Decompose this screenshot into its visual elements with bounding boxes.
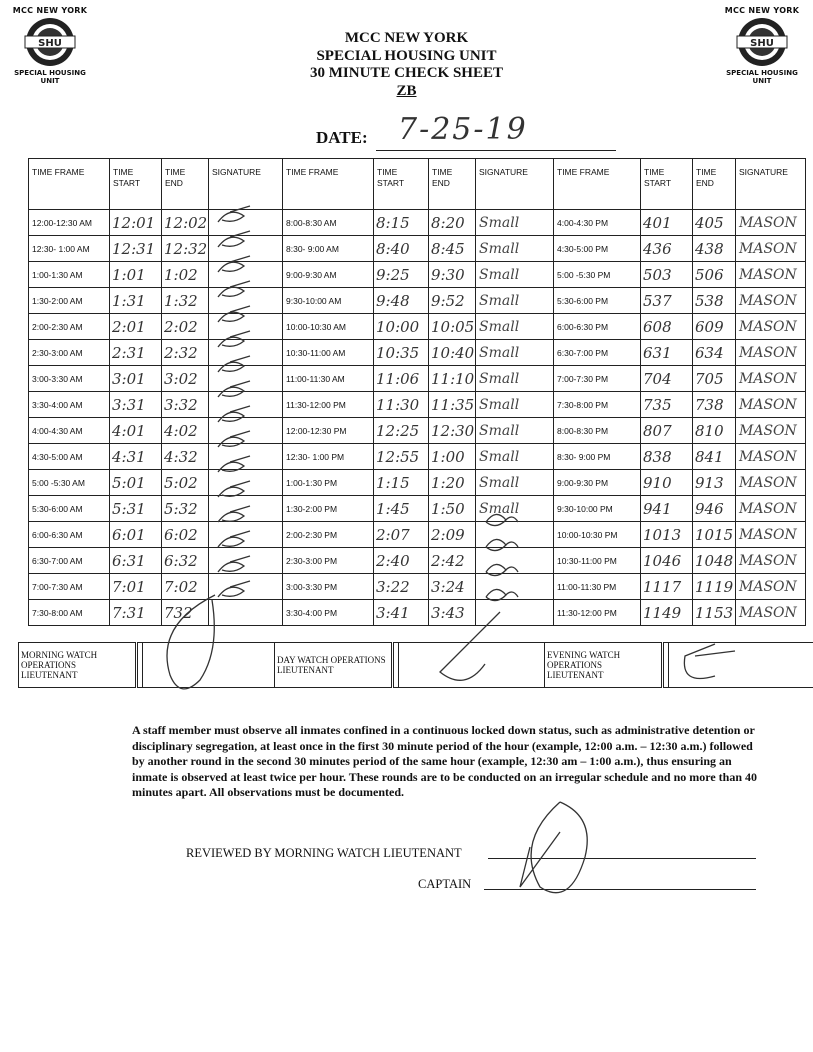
signature-cell[interactable]: MASON [736, 522, 806, 548]
time-end-cell[interactable]: 3:24 [429, 574, 476, 600]
time-end-cell[interactable]: 5:32 [162, 496, 209, 522]
date-label: DATE: [316, 128, 368, 147]
signature-cell[interactable] [209, 548, 283, 574]
time-start-cell[interactable]: 12:55 [374, 444, 429, 470]
time-start-cell[interactable]: 2:07 [374, 522, 429, 548]
time-frame-cell: 11:00-11:30 PM [554, 574, 641, 600]
signature-cell[interactable]: Small [476, 392, 554, 418]
signature-cell[interactable]: MASON [736, 574, 806, 600]
table-row [29, 340, 806, 366]
signature-cell[interactable] [209, 496, 283, 522]
time-frame-cell: 10:00-10:30 AM [283, 314, 374, 340]
time-end-cell[interactable]: 1:20 [429, 470, 476, 496]
time-frame-cell: 9:00-9:30 PM [554, 470, 641, 496]
time-end-cell[interactable]: 1015 [693, 522, 736, 548]
signature-cell[interactable]: Small [476, 496, 554, 522]
time-start-cell[interactable]: 8:40 [374, 236, 429, 262]
time-end-cell[interactable]: 7:02 [162, 574, 209, 600]
time-start-cell[interactable]: 1013 [641, 522, 693, 548]
time-end-cell[interactable]: 705 [693, 366, 736, 392]
signature-cell[interactable]: Small [476, 288, 554, 314]
table-row [29, 288, 806, 314]
time-start-cell[interactable]: 401 [641, 210, 693, 236]
time-frame-cell: 6:00-6:30 AM [29, 522, 110, 548]
time-frame-cell: 7:30-8:00 AM [29, 600, 110, 626]
column-header: TIME END [693, 159, 736, 210]
table-row [29, 496, 806, 522]
morning-watch-label: MORNING WATCH OPERATIONS LIEUTENANT [19, 643, 137, 688]
header-line-3: 30 MINUTE CHECK SHEET [310, 65, 503, 81]
time-end-cell[interactable]: 4:32 [162, 444, 209, 470]
time-end-cell[interactable]: 2:09 [429, 522, 476, 548]
time-frame-cell: 3:30-4:00 PM [283, 600, 374, 626]
time-start-cell[interactable]: 10:00 [374, 314, 429, 340]
time-start-cell[interactable]: 838 [641, 444, 693, 470]
signature-cell[interactable]: Small [476, 210, 554, 236]
signature-cell[interactable] [209, 288, 283, 314]
time-frame-cell: 11:30-12:00 PM [283, 392, 374, 418]
signature-cell[interactable] [209, 340, 283, 366]
signature-cell[interactable] [476, 522, 554, 548]
time-start-cell[interactable]: 6:01 [110, 522, 162, 548]
time-end-cell[interactable]: 8:20 [429, 210, 476, 236]
table-row [29, 392, 806, 418]
logo-bottom-text: SPECIAL HOUSING UNIT [726, 69, 798, 85]
table-row [29, 236, 806, 262]
column-header: TIME FRAME [29, 159, 110, 210]
seal-text: SHU [750, 38, 774, 49]
time-frame-cell: 1:30-2:00 PM [283, 496, 374, 522]
time-end-cell[interactable]: 9:30 [429, 262, 476, 288]
time-frame-cell: 4:30-5:00 PM [554, 236, 641, 262]
time-end-cell[interactable]: 1:32 [162, 288, 209, 314]
signature-cell[interactable]: MASON [736, 444, 806, 470]
signature-cell[interactable] [209, 392, 283, 418]
time-start-cell[interactable]: 3:41 [374, 600, 429, 626]
column-header: TIME END [429, 159, 476, 210]
time-frame-cell: 4:00-4:30 AM [29, 418, 110, 444]
time-start-cell[interactable]: 4:01 [110, 418, 162, 444]
time-end-cell[interactable]: 841 [693, 444, 736, 470]
table-row [29, 262, 806, 288]
time-end-cell[interactable]: 3:43 [429, 600, 476, 626]
time-end-cell[interactable]: 3:32 [162, 392, 209, 418]
time-end-cell[interactable]: 946 [693, 496, 736, 522]
time-start-cell[interactable]: 12:31 [110, 236, 162, 262]
signature-cell[interactable]: MASON [736, 366, 806, 392]
time-end-cell[interactable]: 9:52 [429, 288, 476, 314]
time-end-cell[interactable]: 8:45 [429, 236, 476, 262]
time-start-cell[interactable]: 1:01 [110, 262, 162, 288]
day-watch-signature[interactable] [399, 643, 545, 688]
table-row [29, 470, 806, 496]
captain-signature-line[interactable] [484, 889, 756, 890]
header-line-1: MCC NEW YORK [344, 30, 469, 46]
time-end-cell[interactable]: 538 [693, 288, 736, 314]
table-row [29, 418, 806, 444]
time-frame-cell: 12:30- 1:00 PM [283, 444, 374, 470]
signature-cell[interactable]: Small [476, 470, 554, 496]
column-header: SIGNATURE [209, 159, 283, 210]
time-start-cell[interactable]: 436 [641, 236, 693, 262]
signature-cell[interactable] [476, 548, 554, 574]
time-end-cell[interactable]: 1119 [693, 574, 736, 600]
time-end-cell[interactable]: 438 [693, 236, 736, 262]
column-header: SIGNATURE [476, 159, 554, 210]
signature-cell[interactable] [476, 574, 554, 600]
time-end-cell[interactable]: 6:02 [162, 522, 209, 548]
time-start-cell[interactable]: 7:31 [110, 600, 162, 626]
page-header [0, 30, 813, 100]
table-header-row [29, 159, 806, 210]
unit-code: ZB [396, 82, 417, 99]
time-start-cell[interactable]: 704 [641, 366, 693, 392]
check-table [28, 158, 806, 626]
time-frame-cell: 11:00-11:30 AM [283, 366, 374, 392]
signature-cell[interactable] [476, 600, 554, 626]
column-header: TIME FRAME [283, 159, 374, 210]
time-end-cell[interactable]: 2:42 [429, 548, 476, 574]
time-frame-cell: 6:30-7:00 PM [554, 340, 641, 366]
time-frame-cell: 9:30-10:00 AM [283, 288, 374, 314]
time-end-cell[interactable]: 738 [693, 392, 736, 418]
time-start-cell[interactable]: 807 [641, 418, 693, 444]
time-frame-cell: 4:00-4:30 PM [554, 210, 641, 236]
signature-cell[interactable]: MASON [736, 314, 806, 340]
time-frame-cell: 10:00-10:30 PM [554, 522, 641, 548]
signature-cell[interactable] [209, 210, 283, 236]
time-end-cell[interactable]: 1:00 [429, 444, 476, 470]
evening-watch-signature[interactable] [669, 643, 813, 688]
time-start-cell[interactable]: 11:06 [374, 366, 429, 392]
time-frame-cell: 7:00-7:30 AM [29, 574, 110, 600]
time-frame-cell: 7:30-8:00 PM [554, 392, 641, 418]
column-header: TIME START [110, 159, 162, 210]
time-start-cell[interactable]: 2:01 [110, 314, 162, 340]
table-row [29, 522, 806, 548]
time-frame-cell: 12:00-12:30 PM [283, 418, 374, 444]
signature-cell[interactable] [209, 600, 283, 626]
time-start-cell[interactable]: 10:35 [374, 340, 429, 366]
time-frame-cell: 2:00-2:30 PM [283, 522, 374, 548]
time-frame-cell: 5:00 -5:30 AM [29, 470, 110, 496]
signature-cell[interactable]: Small [476, 236, 554, 262]
time-start-cell[interactable]: 5:01 [110, 470, 162, 496]
time-frame-cell: 3:00-3:30 PM [283, 574, 374, 600]
time-frame-cell: 8:30- 9:00 AM [283, 236, 374, 262]
time-start-cell[interactable]: 5:31 [110, 496, 162, 522]
column-header: TIME START [374, 159, 429, 210]
logo-top-text: MCC NEW YORK [724, 6, 800, 15]
time-end-cell[interactable]: 4:02 [162, 418, 209, 444]
time-start-cell[interactable]: 941 [641, 496, 693, 522]
time-start-cell[interactable]: 1046 [641, 548, 693, 574]
time-frame-cell: 5:30-6:00 AM [29, 496, 110, 522]
time-start-cell[interactable]: 12:01 [110, 210, 162, 236]
signature-cell[interactable]: Small [476, 444, 554, 470]
signature-cell[interactable]: Small [476, 418, 554, 444]
signature-cell[interactable] [209, 522, 283, 548]
time-end-cell[interactable]: 12:32 [162, 236, 209, 262]
time-frame-cell: 1:30-2:00 AM [29, 288, 110, 314]
date-value: 7-25-19 [398, 112, 528, 147]
signature-cell[interactable]: Small [476, 366, 554, 392]
time-frame-cell: 1:00-1:30 PM [283, 470, 374, 496]
signature-cell[interactable]: MASON [736, 340, 806, 366]
time-start-cell[interactable]: 6:31 [110, 548, 162, 574]
time-frame-cell: 2:30-3:00 AM [29, 340, 110, 366]
table-row [29, 366, 806, 392]
signature-cell[interactable] [209, 236, 283, 262]
time-frame-cell: 9:30-10:00 PM [554, 496, 641, 522]
table-row [29, 574, 806, 600]
signature-cell[interactable]: MASON [736, 236, 806, 262]
signature-cell[interactable] [209, 366, 283, 392]
table-row [29, 314, 806, 340]
signature-cell[interactable]: Small [476, 340, 554, 366]
time-end-cell[interactable]: 732 [162, 600, 209, 626]
time-frame-cell: 12:30- 1:00 AM [29, 236, 110, 262]
time-end-cell[interactable]: 2:02 [162, 314, 209, 340]
time-frame-cell: 8:00-8:30 PM [554, 418, 641, 444]
time-frame-cell: 6:00-6:30 PM [554, 314, 641, 340]
time-end-cell[interactable]: 11:35 [429, 392, 476, 418]
time-frame-cell: 10:30-11:00 AM [283, 340, 374, 366]
time-start-cell[interactable]: 3:31 [110, 392, 162, 418]
time-start-cell[interactable]: 503 [641, 262, 693, 288]
time-frame-cell: 4:30-5:00 AM [29, 444, 110, 470]
time-frame-cell: 2:00-2:30 AM [29, 314, 110, 340]
time-frame-cell: 5:00 -5:30 PM [554, 262, 641, 288]
signature-cell[interactable]: MASON [736, 262, 806, 288]
seal-text: SHU [38, 38, 62, 49]
day-watch-label: DAY WATCH OPERATIONS LIEUTENANT [275, 643, 393, 688]
policy-notice: A staff member must observe all inmates confined in a continuous locked down status, such as administrative detention or disciplinary segregation, at least once in the first 30 minute period of the hour (example, 12:00 a.m. – 12:30 a.m.) followed by another round in the second 30 minutes period of the same hour (example, 12:30 am – 1:00 a.m.), thus ensuring an inmate is observed at least twice per hour. These rounds are to be conducted on an irregular schedule and no more than 40 minutes apart. All observations must be documented. [132, 723, 758, 799]
time-end-cell[interactable]: 3:02 [162, 366, 209, 392]
time-frame-cell: 8:00-8:30 AM [283, 210, 374, 236]
time-start-cell[interactable]: 1:31 [110, 288, 162, 314]
signature-cell[interactable] [209, 444, 283, 470]
header-line-2: SPECIAL HOUSING UNIT [316, 47, 497, 64]
time-end-cell[interactable]: 609 [693, 314, 736, 340]
signature-cell[interactable]: MASON [736, 600, 806, 626]
column-header: TIME END [162, 159, 209, 210]
table-row [29, 600, 806, 626]
morning-watch-signature[interactable] [143, 643, 275, 688]
time-frame-cell: 8:30- 9:00 PM [554, 444, 641, 470]
signature-cell[interactable] [209, 314, 283, 340]
time-frame-cell: 12:00-12:30 AM [29, 210, 110, 236]
evening-watch-label: EVENING WATCH OPERATIONS LIEUTENANT [545, 643, 663, 688]
time-start-cell[interactable]: 631 [641, 340, 693, 366]
column-header: TIME FRAME [554, 159, 641, 210]
time-frame-cell: 9:00-9:30 AM [283, 262, 374, 288]
time-start-cell[interactable]: 1:15 [374, 470, 429, 496]
time-end-cell[interactable]: 12:02 [162, 210, 209, 236]
signature-cell[interactable]: MASON [736, 548, 806, 574]
time-frame-cell: 6:30-7:00 AM [29, 548, 110, 574]
signature-cell[interactable]: Small [476, 314, 554, 340]
time-end-cell[interactable]: 2:32 [162, 340, 209, 366]
signature-cell[interactable]: Small [476, 262, 554, 288]
time-frame-cell: 10:30-11:00 PM [554, 548, 641, 574]
time-start-cell[interactable]: 2:31 [110, 340, 162, 366]
column-header: SIGNATURE [736, 159, 806, 210]
time-end-cell[interactable]: 1:02 [162, 262, 209, 288]
time-start-cell[interactable]: 4:31 [110, 444, 162, 470]
time-frame-cell: 2:30-3:00 PM [283, 548, 374, 574]
time-end-cell[interactable]: 405 [693, 210, 736, 236]
signature-cell[interactable]: MASON [736, 418, 806, 444]
signature-cell[interactable]: MASON [736, 288, 806, 314]
time-start-cell[interactable]: 2:40 [374, 548, 429, 574]
time-end-cell[interactable]: 10:40 [429, 340, 476, 366]
time-start-cell[interactable]: 3:22 [374, 574, 429, 600]
time-start-cell[interactable]: 735 [641, 392, 693, 418]
date-row [316, 112, 636, 152]
time-frame-cell: 1:00-1:30 AM [29, 262, 110, 288]
time-start-cell[interactable]: 7:01 [110, 574, 162, 600]
time-start-cell[interactable]: 537 [641, 288, 693, 314]
signature-cell[interactable]: MASON [736, 392, 806, 418]
time-start-cell[interactable]: 9:48 [374, 288, 429, 314]
signature-cell[interactable] [209, 470, 283, 496]
column-header: TIME START [641, 159, 693, 210]
time-end-cell[interactable]: 913 [693, 470, 736, 496]
time-start-cell[interactable]: 8:15 [374, 210, 429, 236]
signature-cell[interactable] [209, 574, 283, 600]
time-end-cell[interactable]: 6:32 [162, 548, 209, 574]
time-start-cell[interactable]: 3:01 [110, 366, 162, 392]
captain-label: CAPTAIN [418, 877, 472, 891]
time-start-cell[interactable]: 1149 [641, 600, 693, 626]
signature-cell[interactable]: MASON [736, 496, 806, 522]
review-label: REVIEWED BY MORNING WATCH LIEUTENANT [186, 846, 462, 860]
time-start-cell[interactable]: 608 [641, 314, 693, 340]
time-end-cell[interactable]: 1:50 [429, 496, 476, 522]
time-end-cell[interactable]: 634 [693, 340, 736, 366]
logo-bottom-text: SPECIAL HOUSING UNIT [14, 69, 86, 85]
time-end-cell[interactable]: 12:30 [429, 418, 476, 444]
table-row [29, 210, 806, 236]
signature-cell[interactable] [209, 262, 283, 288]
time-frame-cell: 7:00-7:30 PM [554, 366, 641, 392]
time-start-cell[interactable]: 11:30 [374, 392, 429, 418]
time-start-cell[interactable]: 9:25 [374, 262, 429, 288]
time-end-cell[interactable]: 1153 [693, 600, 736, 626]
time-end-cell[interactable]: 11:10 [429, 366, 476, 392]
time-end-cell[interactable]: 506 [693, 262, 736, 288]
time-end-cell[interactable]: 10:05 [429, 314, 476, 340]
review-signature-line[interactable] [488, 858, 756, 859]
time-start-cell[interactable]: 12:25 [374, 418, 429, 444]
time-start-cell[interactable]: 1:45 [374, 496, 429, 522]
time-frame-cell: 3:30-4:00 AM [29, 392, 110, 418]
signature-cell[interactable]: MASON [736, 210, 806, 236]
time-end-cell[interactable]: 5:02 [162, 470, 209, 496]
logo-top-text: MCC NEW YORK [12, 6, 88, 15]
date-underline [376, 150, 616, 151]
time-frame-cell: 3:00-3:30 AM [29, 366, 110, 392]
time-end-cell[interactable]: 810 [693, 418, 736, 444]
signature-cell[interactable]: MASON [736, 470, 806, 496]
signature-cell[interactable] [209, 418, 283, 444]
time-start-cell[interactable]: 910 [641, 470, 693, 496]
table-row [29, 548, 806, 574]
table-row [29, 444, 806, 470]
watch-signoff-table [18, 642, 813, 688]
time-frame-cell: 11:30-12:00 PM [554, 600, 641, 626]
time-start-cell[interactable]: 1117 [641, 574, 693, 600]
time-end-cell[interactable]: 1048 [693, 548, 736, 574]
time-frame-cell: 5:30-6:00 PM [554, 288, 641, 314]
